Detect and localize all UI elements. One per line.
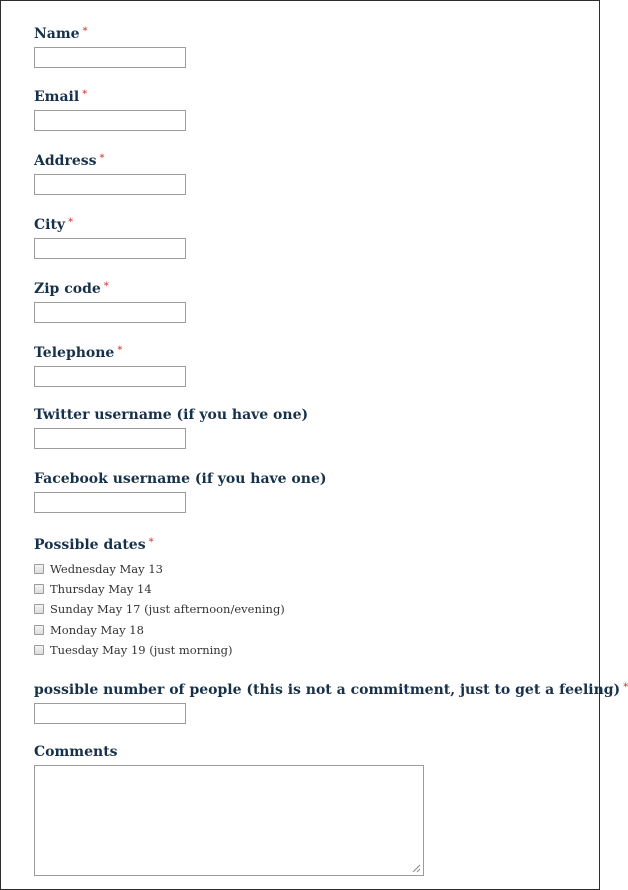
address-label: Address (34, 153, 97, 169)
city-field-group (34, 214, 186, 259)
date-option[interactable] (34, 579, 285, 599)
dates-field-group (34, 534, 285, 660)
dates-checkbox-list (34, 559, 285, 660)
date-checkbox[interactable] (34, 625, 44, 635)
date-option[interactable] (34, 620, 285, 640)
email-field-group (34, 86, 186, 131)
required-marker: * (68, 217, 74, 228)
required-marker: * (623, 682, 628, 693)
facebook-field-group (34, 470, 326, 513)
city-label: City (34, 217, 66, 233)
required-marker: * (117, 345, 123, 356)
people-label: possible number of people (this is not a commitment, just to get a feeling) (34, 682, 621, 698)
email-input[interactable] (34, 110, 186, 131)
telephone-input[interactable] (34, 366, 186, 387)
facebook-input[interactable] (34, 492, 186, 513)
required-marker: * (82, 26, 88, 37)
required-marker: * (103, 281, 109, 292)
address-input[interactable] (34, 174, 186, 195)
date-checkbox[interactable] (34, 604, 44, 614)
zip-input[interactable] (34, 302, 186, 323)
date-option-label: Monday May 18 (50, 622, 144, 637)
facebook-label: Facebook username (if you have one) (34, 471, 327, 487)
date-option[interactable] (34, 599, 285, 619)
twitter-label: Twitter username (if you have one) (34, 407, 309, 423)
name-field-group (34, 23, 186, 68)
people-field-group (34, 679, 628, 724)
date-checkbox[interactable] (34, 564, 44, 574)
telephone-field-group (34, 342, 186, 387)
people-input[interactable] (34, 703, 186, 724)
name-label: Name (34, 26, 80, 42)
date-option-label: Thursday May 14 (50, 582, 152, 597)
comments-textarea[interactable] (34, 765, 424, 876)
date-checkbox[interactable] (34, 584, 44, 594)
required-marker: * (148, 537, 154, 548)
twitter-field-group (34, 406, 308, 449)
telephone-label: Telephone (34, 345, 115, 361)
required-marker: * (82, 89, 88, 100)
resize-grip-icon[interactable] (412, 864, 421, 873)
city-input[interactable] (34, 238, 186, 259)
address-field-group (34, 150, 186, 195)
required-marker: * (99, 153, 105, 164)
date-option-label: Wednesday May 13 (50, 562, 163, 577)
date-option[interactable] (34, 640, 285, 660)
zip-label: Zip code (34, 281, 101, 297)
date-option-label: Tuesday May 19 (just morning) (50, 642, 233, 657)
twitter-input[interactable] (34, 428, 186, 449)
dates-label: Possible dates (34, 537, 146, 553)
date-checkbox[interactable] (34, 645, 44, 655)
name-input[interactable] (34, 47, 186, 68)
email-label: Email (34, 89, 80, 105)
comments-field-group (34, 743, 424, 876)
date-option-label: Sunday May 17 (just afternoon/evening) (50, 602, 285, 617)
comments-label: Comments (34, 744, 118, 760)
zip-field-group (34, 278, 186, 323)
date-option[interactable] (34, 559, 285, 579)
